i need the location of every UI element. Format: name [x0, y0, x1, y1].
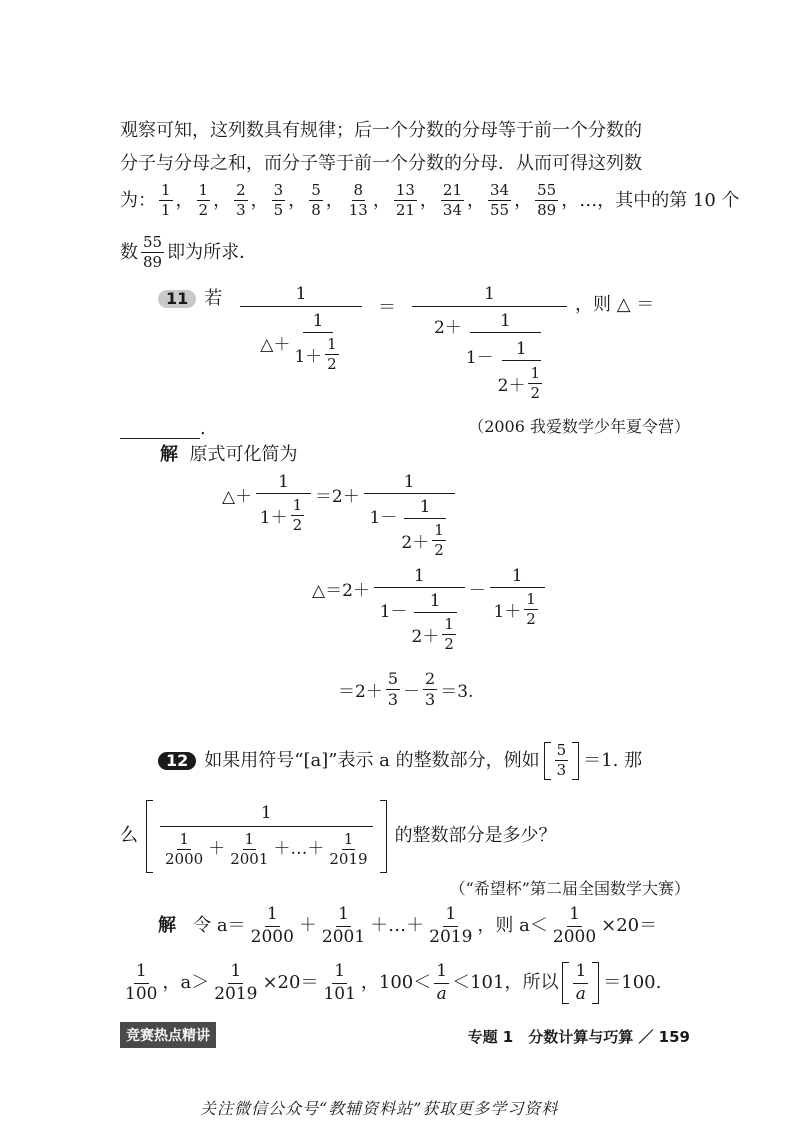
eq1-a-hn: 1 — [291, 497, 305, 516]
seq-num: 3 — [272, 182, 286, 201]
eq1-a-oneplus: 1＋ — [259, 508, 288, 529]
problem11-then: ，则 △ ＝ — [575, 294, 655, 315]
plus-1: ＋ — [208, 839, 226, 860]
solution11-intro-text: 原式可化简为 — [189, 444, 298, 465]
seq-den: 3 — [236, 201, 246, 220]
eq2-a-num: 1 — [374, 566, 465, 588]
answer-fraction — [141, 234, 164, 272]
sequence-fraction — [347, 182, 370, 220]
s12-f3d: 2019 — [429, 926, 473, 947]
d3-num: 1 — [342, 831, 356, 850]
eq3-f1-den: 3 — [387, 690, 399, 710]
eq2-tri: △＝2＋ — [312, 581, 370, 601]
sequence-fraction — [394, 182, 417, 220]
cf-right-l2-num: 1 — [470, 311, 541, 333]
eq1-b-twoplus: 2＋ — [401, 533, 430, 554]
right-continued-fraction — [412, 284, 567, 403]
problem12-source: （“希望杯”第二届全国数学大赛） — [449, 879, 690, 898]
d2-den: 2001 — [230, 850, 269, 869]
seq-den: 55 — [490, 201, 510, 220]
cf-left-inner-num: 1 — [303, 311, 334, 333]
s12-g2d: 2019 — [214, 983, 258, 1004]
seq-num: 34 — [488, 182, 511, 201]
solution11-intro — [160, 446, 297, 464]
comma: ， — [325, 189, 344, 211]
eq2-b-hn: 1 — [524, 591, 538, 610]
seq-num: 1 — [159, 182, 173, 201]
problem11-source: （2006 我爱数学少年夏令营） — [468, 417, 690, 436]
s12-g4n: 1 — [434, 962, 449, 984]
eq1-a-hd: 2 — [292, 516, 303, 535]
s12-times20b: ×20＝ — [262, 972, 319, 994]
half2-den: 2 — [530, 384, 541, 403]
s12-g3n: 1 — [332, 962, 347, 984]
half-num: 1 — [325, 336, 339, 355]
s12-then: ，则 a＜ — [477, 915, 548, 937]
seq-den: 21 — [395, 201, 415, 220]
eq1-b-hd: 2 — [434, 541, 444, 560]
eq2-a-inner-num: 1 — [414, 591, 457, 613]
seq-num: 21 — [441, 182, 464, 201]
section-tag: 竞赛热点精讲 — [120, 1022, 216, 1048]
eq2-a-twoplus: 2＋ — [411, 627, 440, 648]
problem12-line2 — [120, 800, 557, 873]
blank-period: . — [200, 418, 206, 439]
floor-bracket-example — [544, 742, 580, 780]
para1-line3 — [120, 182, 740, 220]
one-minus: 1－ — [465, 348, 494, 368]
problem11-prefix: 若 — [204, 288, 223, 309]
s12-times20: ×20＝ — [601, 915, 658, 937]
s12-plus: ＋ — [298, 915, 317, 937]
problem12-prefix: 么 — [120, 825, 138, 847]
s12-f2d: 2001 — [321, 926, 366, 947]
answer-den: 89 — [143, 253, 163, 272]
para1-line4 — [120, 234, 257, 272]
line3-prefix: 为： — [120, 189, 156, 211]
eq2-a-hn: 1 — [442, 616, 456, 635]
answer-num: 55 — [141, 234, 164, 253]
seq-num: 1 — [197, 182, 211, 201]
fraction-sequence — [156, 181, 561, 220]
problem12-text1-end: ＝1. 那 — [583, 749, 643, 771]
eq3-f2-num: 2 — [423, 670, 437, 690]
s12-g5d: a — [575, 983, 586, 1004]
sequence-fraction — [197, 182, 211, 220]
s12-agt: ，a＞ — [162, 972, 210, 994]
two-plus: 2＋ — [433, 318, 462, 338]
line3-suffix: ，…，其中的第 10 个 — [561, 189, 740, 211]
problem-number-badge: 11 — [158, 290, 196, 308]
solution12-label: 解 — [158, 915, 176, 937]
watermark-note: 关注微信公众号“教辅资料站”获取更多学习资料 — [200, 1099, 559, 1118]
d3-den: 2019 — [329, 850, 368, 869]
eq1-tri: △＋ — [222, 487, 253, 507]
s12-g2n: 1 — [228, 962, 243, 984]
triangle-plus: △＋ — [260, 334, 291, 355]
eq1-b-inner-num: 1 — [404, 497, 447, 519]
ex-num: 5 — [555, 742, 569, 761]
left-continued-fraction — [240, 284, 362, 374]
cf-right-l3-num: 1 — [502, 339, 541, 361]
s12-g5n: 1 — [573, 962, 588, 984]
eq3-f2-den: 3 — [425, 690, 436, 710]
problem12-line1 — [158, 742, 642, 780]
seq-den: 2 — [198, 201, 209, 220]
answer-blank — [120, 418, 206, 439]
page-footer-right: 专题 1 分数计算与巧算 ／ 159 — [467, 1028, 690, 1046]
eq1-b-hn: 1 — [432, 522, 446, 541]
sequence-fraction — [309, 182, 323, 220]
eq3-minus: － — [403, 682, 421, 703]
ex-den: 3 — [556, 761, 567, 780]
big-num: 1 — [160, 805, 373, 827]
eq2-b-oneplus: 1＋ — [493, 602, 522, 623]
problem12-text1: 如果用符号“[a]”表示 a 的整数部分，例如 — [204, 749, 540, 771]
s12-dots: ＋…＋ — [370, 915, 425, 937]
seq-den: 34 — [442, 201, 463, 220]
equals-sign: ＝ — [378, 297, 396, 318]
eq1-a-num: 1 — [256, 472, 311, 494]
s12-g3d: 101 — [323, 983, 356, 1004]
eq3-result: ＝3. — [440, 682, 474, 703]
solution-label: 解 — [160, 444, 178, 465]
s12-f1d: 2000 — [250, 926, 294, 947]
two-plus-inner: 2＋ — [497, 376, 526, 397]
cf-left-num: 1 — [240, 284, 362, 307]
sequence-fraction — [535, 182, 558, 220]
comma: ， — [419, 189, 438, 211]
seq-den: 1 — [161, 201, 171, 220]
s12-g1d: 100 — [125, 983, 158, 1004]
comma: ， — [514, 189, 533, 211]
para1-line1: 观察可知，这列数具有规律；后一个分数的分母等于前一个分数的 — [120, 120, 642, 141]
eq3-f1-num: 5 — [386, 670, 400, 690]
sequence-fraction — [488, 182, 511, 220]
eq2-a-minus: 1－ — [379, 602, 408, 622]
comma: ， — [175, 189, 194, 211]
one-plus: 1＋ — [294, 347, 323, 368]
s12-g1n: 1 — [134, 962, 149, 984]
comma: ， — [467, 189, 486, 211]
cf-right-num: 1 — [412, 284, 567, 307]
seq-num: 8 — [352, 182, 366, 201]
sequence-fraction — [234, 182, 248, 220]
seq-num: 5 — [309, 182, 323, 201]
sequence-fraction — [441, 182, 464, 220]
seq-num: 2 — [234, 182, 248, 201]
line4-suffix: 即为所求． — [167, 241, 258, 263]
problem12-text2-end: 的整数部分是多少？ — [394, 825, 557, 847]
s12-lt101: ＜101，所以 — [452, 972, 559, 994]
para1-line2: 分子与分母之和，而分子等于前一个分数的分母．从而可得这列数 — [120, 153, 642, 174]
half2-num: 1 — [528, 365, 542, 384]
comma: ， — [213, 189, 232, 211]
seq-den: 89 — [537, 201, 557, 220]
eq3-start: ＝2＋ — [338, 682, 383, 703]
s12-f2n: 1 — [336, 905, 351, 927]
comma: ， — [372, 189, 391, 211]
eq1-b-minus: 1－ — [369, 508, 398, 528]
half-den: 2 — [327, 355, 337, 374]
problem-number-badge-12: 12 — [158, 752, 196, 770]
comma: ， — [288, 189, 307, 211]
solution12-line2 — [120, 962, 661, 1004]
sequence-fraction — [159, 182, 173, 220]
solution11-eq2 — [312, 566, 545, 654]
s12-f4d: 2000 — [552, 926, 597, 947]
d1-den: 2000 — [165, 850, 204, 869]
floor-bracket-result — [562, 962, 599, 1004]
eq2-b-num: 1 — [490, 566, 545, 588]
s12-eq100: ＝100. — [603, 972, 662, 994]
comma: ， — [250, 189, 269, 211]
solution12-line1 — [158, 905, 657, 947]
seq-den: 5 — [273, 201, 284, 220]
seq-num: 13 — [394, 182, 417, 201]
seq-num: 55 — [535, 182, 558, 201]
dots: ＋…＋ — [273, 839, 325, 860]
line4-prefix: 数 — [120, 241, 138, 263]
let-a: 令 a＝ — [193, 915, 246, 937]
solution11-eq3 — [338, 670, 473, 710]
eq2-minus: － — [468, 581, 486, 601]
seq-den: 8 — [311, 201, 321, 220]
d1-num: 1 — [177, 831, 191, 850]
seq-den: 13 — [348, 201, 368, 220]
s12-f1n: 1 — [265, 905, 280, 927]
s12-comma100: ，100＜ — [360, 972, 432, 994]
d2-num: 1 — [243, 831, 257, 850]
s12-g4d: a — [436, 983, 447, 1004]
solution11-eq1 — [222, 472, 455, 560]
s12-f3n: 1 — [443, 905, 458, 927]
s12-f4n: 1 — [567, 905, 582, 927]
floor-bracket-big — [146, 800, 387, 873]
eq1-eq2: ＝2＋ — [314, 487, 360, 507]
eq1-b-num: 1 — [364, 472, 455, 494]
problem11-header — [158, 290, 222, 308]
sequence-fraction — [272, 182, 286, 220]
eq2-b-hd: 2 — [526, 610, 536, 629]
eq2-a-hd: 2 — [444, 635, 454, 654]
